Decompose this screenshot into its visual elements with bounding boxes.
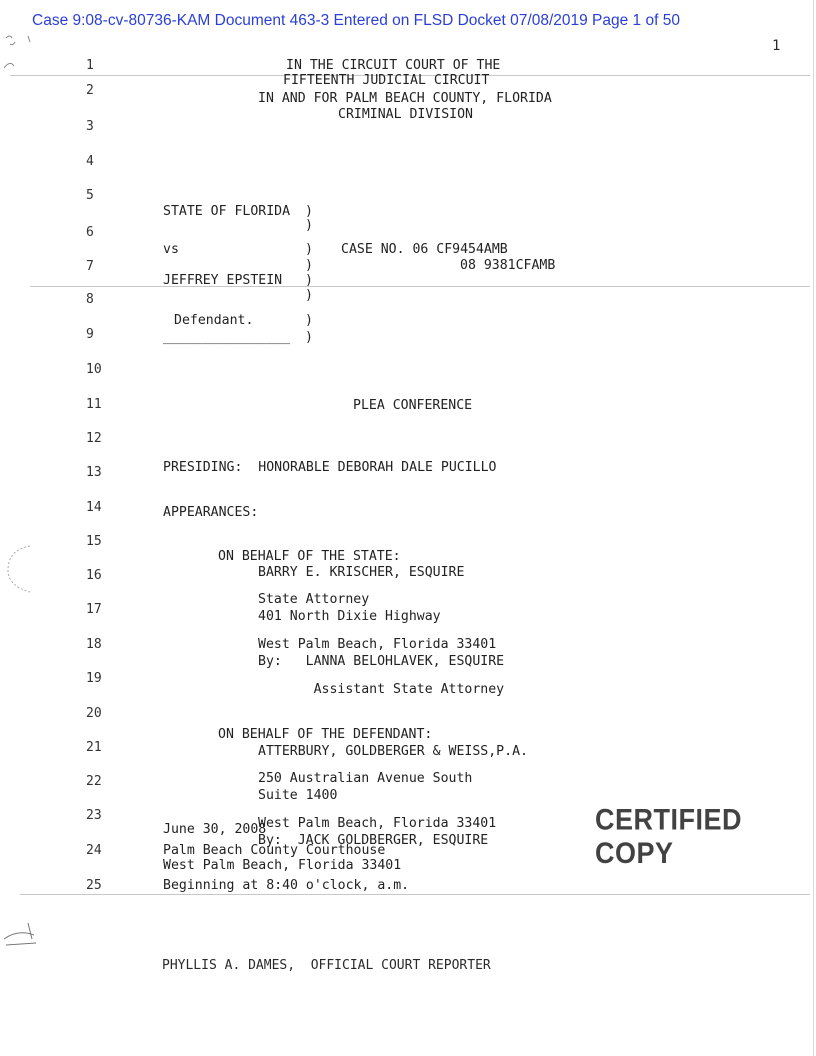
line-number: 13 (86, 464, 102, 480)
line-number: 4 (86, 153, 94, 169)
state-heading: ON BEHALF OF THE STATE: (218, 549, 401, 564)
caption-bracket: ) (305, 273, 313, 288)
line-number: 9 (86, 327, 94, 343)
caption-plaintiff: STATE OF FLORIDA (163, 204, 291, 219)
margin-mark-mid (0, 540, 40, 600)
line-number: 22 (86, 774, 102, 790)
court-reporter-footer: PHYLLIS A. DAMES, OFFICIAL COURT REPORTER (162, 957, 491, 973)
hearing-location-2: West Palm Beach, Florida 33401 (163, 858, 402, 874)
line-number: 21 (86, 740, 102, 756)
presiding-line: PRESIDING: HONORABLE DEBORAH DALE PUCILLO (163, 460, 497, 475)
line-number: 18 (86, 637, 102, 652)
line-number: 5 (86, 188, 94, 204)
caption-defendant-name: JEFFREY EPSTEIN (163, 273, 283, 288)
line-number: 19 (86, 670, 102, 686)
page-number: 1 (772, 38, 781, 54)
docket-header-stamp: Case 9:08-cv-80736-KAM Document 463-3 Entered on FLSD Docket 07/08/2019 Page 1 of 50 (32, 12, 680, 29)
case-number-2: 08 9381CFAMB (460, 258, 556, 273)
page-edge (813, 0, 814, 1056)
court-heading-line-2: FIFTEENTH JUDICIAL CIRCUIT (283, 73, 490, 88)
line-number: 15 (86, 533, 102, 549)
line-number: 12 (86, 430, 102, 446)
court-heading-line-1: IN THE CIRCUIT COURT OF THE (286, 58, 501, 73)
line-number: 25 (86, 877, 102, 893)
line-number: 3 (86, 118, 94, 134)
line-number: 16 (86, 567, 102, 583)
state-line: Assistant State Attorney (258, 682, 505, 697)
caption-versus: vs (163, 242, 179, 257)
line-number: 24 (86, 843, 102, 859)
caption-bracket: ) (305, 330, 313, 345)
defendant-line: Suite 1400 (258, 788, 338, 803)
defendant-line: West Palm Beach, Florida 33401 (258, 816, 497, 831)
margin-mark-top (0, 30, 40, 90)
line-number: 17 (86, 602, 102, 618)
caption-bracket: ) (305, 242, 313, 257)
line-number: 6 (86, 224, 94, 240)
hearing-date: June 30, 2008 (163, 822, 267, 838)
caption-underline: ________________ (163, 330, 291, 345)
caption-bracket: ) (305, 258, 313, 273)
caption-bracket: ) (305, 218, 313, 233)
hearing-location-1: Palm Beach County Courthouse (163, 843, 386, 859)
state-line: State Attorney (258, 592, 370, 607)
state-line: 401 North Dixie Highway (258, 609, 441, 624)
court-heading-line-3: IN AND FOR PALM BEACH COUNTY, FLORIDA (258, 91, 552, 106)
state-line: West Palm Beach, Florida 33401 (258, 637, 497, 652)
defendant-heading: ON BEHALF OF THE DEFENDANT: (218, 727, 433, 742)
line-number: 10 (86, 362, 102, 378)
line-number: 20 (86, 705, 102, 721)
line-number: 8 (86, 291, 94, 307)
appearances-label: APPEARANCES: (163, 505, 259, 520)
rule-line-6 (30, 286, 810, 287)
caption-defendant-label: Defendant. (174, 313, 254, 328)
rule-line-25 (20, 894, 810, 895)
state-line: BARRY E. KRISCHER, ESQUIRE (258, 565, 465, 580)
caption-bracket: ) (305, 204, 313, 219)
line-number: 7 (86, 258, 94, 274)
line-number: 14 (86, 499, 102, 515)
certified-copy-stamp: CERTIFIED COPY (595, 803, 743, 870)
caption-bracket: ) (305, 288, 313, 303)
case-number-1: CASE NO. 06 CF9454AMB (341, 242, 508, 257)
line-number: 1 (86, 58, 94, 73)
caption-bracket: ) (305, 313, 313, 328)
line-number: 11 (86, 396, 102, 412)
state-line: By: LANNA BELOHLAVEK, ESQUIRE (258, 654, 505, 669)
defendant-line: By: JACK GOLDBERGER, ESQUIRE (258, 833, 489, 848)
line-number: 23 (86, 808, 102, 824)
defendant-line: ATTERBURY, GOLDBERGER & WEISS,P.A. (258, 744, 528, 759)
defendant-line: 250 Australian Avenue South (258, 771, 473, 786)
court-heading-line-4: CRIMINAL DIVISION (338, 107, 473, 122)
line-number: 2 (86, 83, 94, 99)
margin-mark-bottom (0, 905, 50, 955)
proceeding-title: PLEA CONFERENCE (353, 398, 473, 413)
hearing-start-time: Beginning at 8:40 o'clock, a.m. (163, 877, 410, 893)
